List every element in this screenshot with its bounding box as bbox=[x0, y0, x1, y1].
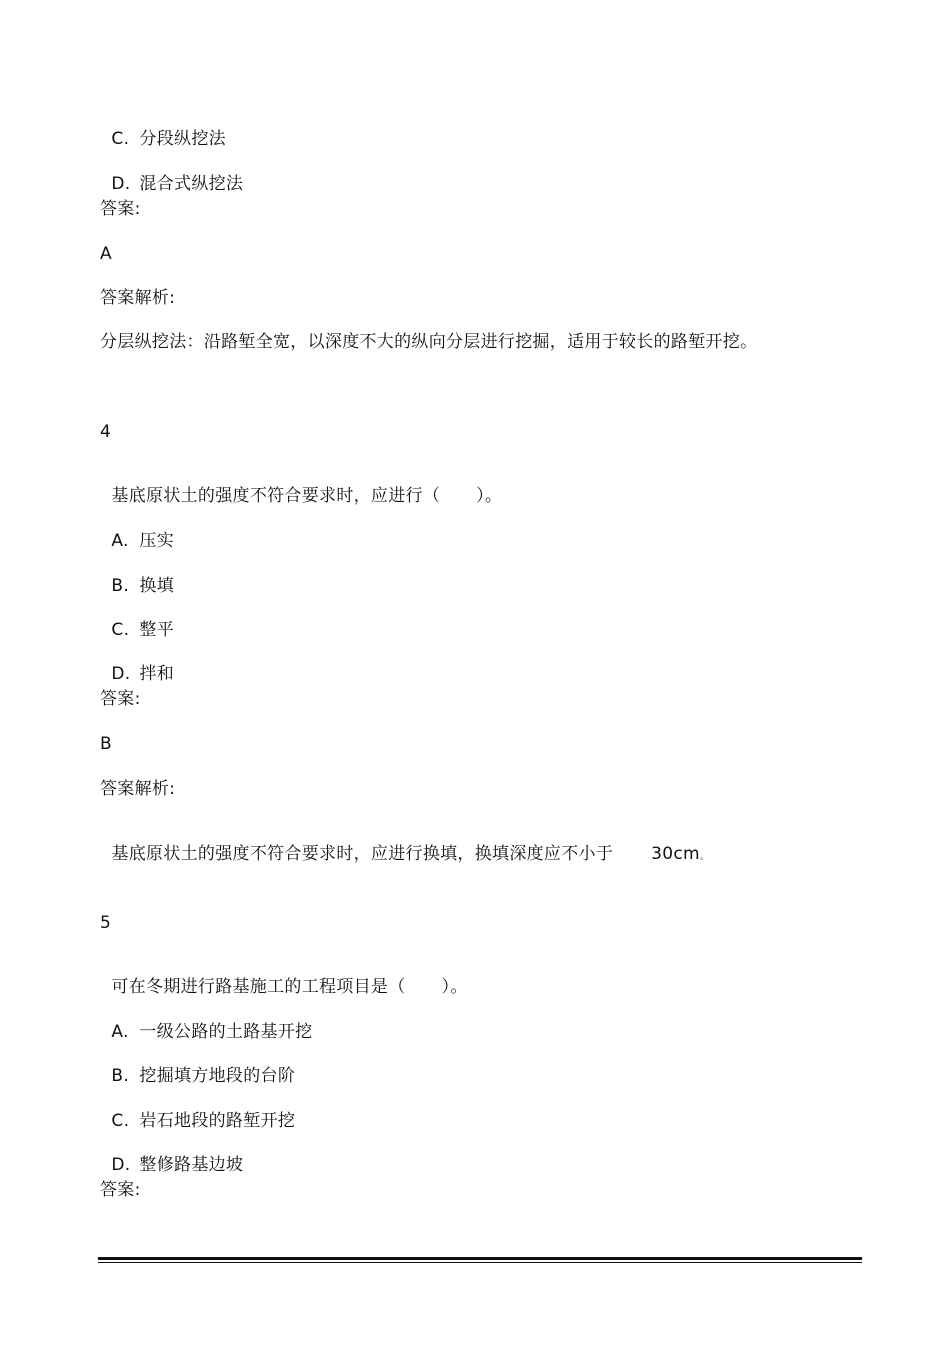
option-letter: B. bbox=[111, 1066, 130, 1086]
option-text: 混合式纵挖法 bbox=[139, 174, 244, 194]
option-letter: D. bbox=[111, 664, 131, 684]
q5-question bbox=[100, 957, 468, 997]
q5-option-d bbox=[100, 1135, 243, 1175]
q5-answer-label: 答案: bbox=[100, 1180, 141, 1200]
q4-question bbox=[100, 466, 502, 506]
q3-answer-label: 答案: bbox=[100, 199, 141, 219]
option-text: 分段纵挖法 bbox=[139, 129, 226, 149]
analysis-value: 30cm bbox=[651, 844, 700, 864]
q4-option-d bbox=[100, 644, 174, 684]
q3-option-d bbox=[100, 154, 243, 194]
q5-option-b bbox=[100, 1046, 295, 1086]
option-letter: D. bbox=[111, 174, 131, 194]
option-text: 挖掘填方地段的台阶 bbox=[139, 1066, 296, 1086]
option-text: 压实 bbox=[139, 531, 175, 551]
q4-option-c bbox=[100, 600, 174, 640]
option-letter: C. bbox=[111, 620, 130, 640]
q5-option-a bbox=[100, 1002, 312, 1042]
question-suffix: ）。 bbox=[441, 977, 468, 997]
question-text: 可在冬期进行路基施工的工程项目是（ bbox=[111, 977, 406, 997]
option-text: 一级公路的土路基开挖 bbox=[139, 1022, 313, 1042]
option-text: 整修路基边坡 bbox=[139, 1155, 244, 1175]
q5-number: 5 bbox=[100, 913, 112, 933]
option-letter: B. bbox=[111, 576, 130, 596]
option-text: 岩石地段的路堑开挖 bbox=[139, 1111, 296, 1131]
q4-option-b bbox=[100, 556, 174, 596]
option-letter: C. bbox=[111, 1111, 130, 1131]
option-letter: A. bbox=[111, 1022, 129, 1042]
q5-option-c bbox=[100, 1091, 295, 1131]
q4-analysis bbox=[100, 824, 709, 867]
q4-analysis-label: 答案解析: bbox=[100, 779, 176, 799]
analysis-text: 基底原状土的强度不符合要求时，应进行换填，换填深度应不小于 bbox=[111, 844, 614, 864]
q4-option-a bbox=[100, 511, 174, 551]
footer-rule-thin bbox=[98, 1262, 862, 1263]
q3-analysis: 分层纵挖法：沿路堑全宽，以深度不大的纵向分层进行挖掘，适用于较长的路堑开挖。 bbox=[100, 332, 758, 352]
footer-rule-thick bbox=[98, 1257, 862, 1260]
option-text: 换填 bbox=[139, 576, 175, 596]
option-letter: D. bbox=[111, 1155, 131, 1175]
q4-answer-label: 答案: bbox=[100, 689, 141, 709]
q4-answer: B bbox=[100, 734, 112, 754]
question-text: 基底原状土的强度不符合要求时，应进行（ bbox=[111, 486, 441, 506]
option-text: 整平 bbox=[139, 620, 175, 640]
question-suffix: ）。 bbox=[476, 486, 503, 506]
analysis-end: 。 bbox=[699, 852, 710, 862]
q3-analysis-label: 答案解析: bbox=[100, 288, 176, 308]
option-text: 拌和 bbox=[139, 664, 175, 684]
option-letter: A. bbox=[111, 531, 129, 551]
q3-option-c bbox=[100, 109, 226, 149]
q4-number: 4 bbox=[100, 422, 112, 442]
q3-answer: A bbox=[100, 244, 112, 264]
option-letter: C. bbox=[111, 129, 130, 149]
